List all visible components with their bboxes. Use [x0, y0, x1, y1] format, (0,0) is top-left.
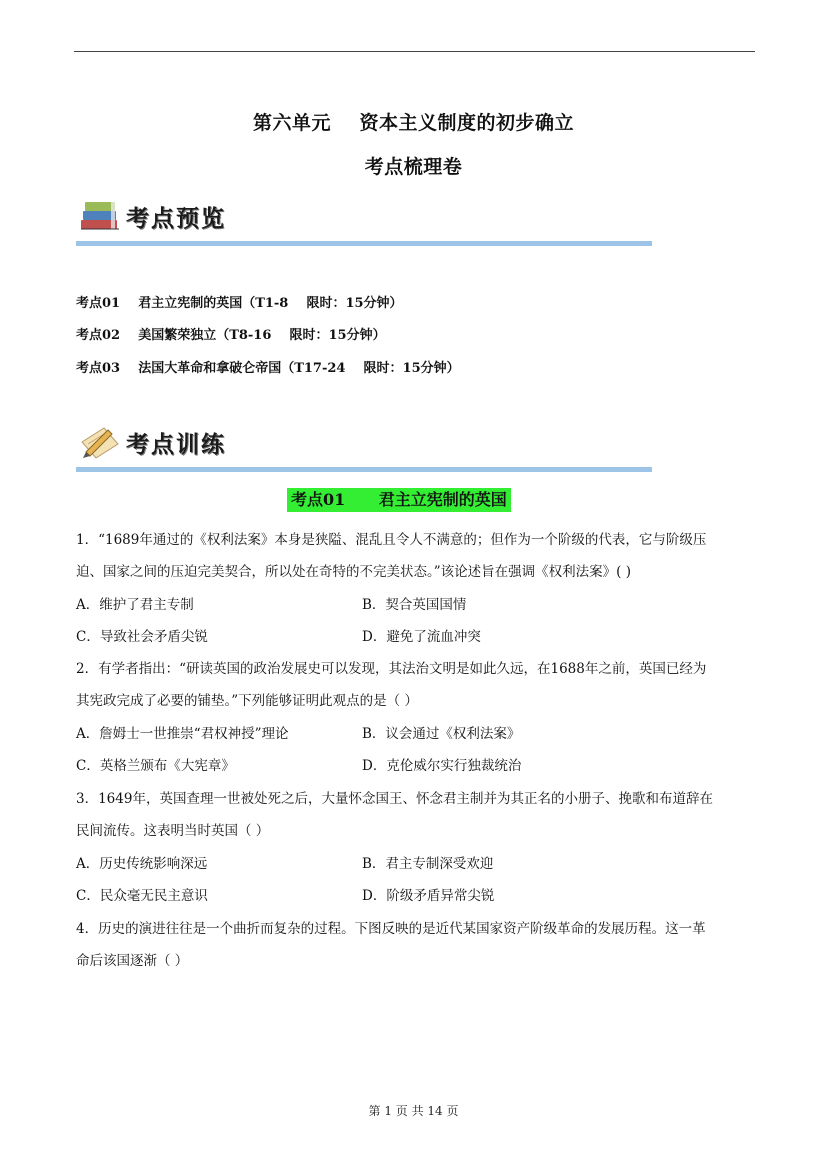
- question-2-option-b: B．议会通过《权利法案》: [362, 726, 521, 742]
- section-header-training: [76, 420, 652, 472]
- question-2-option-d: D．克伦威尔实行独裁统治: [362, 758, 522, 774]
- question-4-line-2: 命后该国逐渐（ ）: [76, 953, 189, 969]
- section-label-preview: 考点预览: [126, 206, 226, 232]
- question-3-line-2: 民间流传。这表明当时英国（ ）: [76, 823, 270, 839]
- question-2-line-2: 其宪政完成了必要的铺垫。”下列能够证明此观点的是（ ）: [76, 693, 418, 709]
- question-1-option-c: C．导致社会矛盾尖锐: [76, 629, 208, 645]
- section-label-training: 考点训练: [126, 432, 226, 458]
- question-3-option-c: C．民众毫无民主意识: [76, 888, 208, 904]
- document-title: 第六单元 资本主义制度的初步确立: [253, 112, 574, 134]
- question-1-option-b: B．契合英国国情: [362, 597, 467, 613]
- topic-title: 考点01 君主立宪制的英国: [287, 488, 511, 512]
- section-header-preview: [76, 194, 652, 246]
- question-3-line-1: 3．1649年，英国查理一世被处死之后，大量怀念国王、怀念君主制并为其正名的小册子、挽歌和布道辞在: [76, 791, 713, 807]
- question-1-option-a: A．维护了君主专制: [76, 597, 194, 613]
- point-item-2: 考点02 美国繁荣独立（T8-16 限时：15分钟）: [76, 328, 386, 343]
- question-1-option-d: D．避免了流血冲突: [362, 629, 481, 645]
- section-bar-preview: [76, 241, 652, 246]
- header-rule: [74, 51, 755, 52]
- question-3-option-b: B．君主专制深受欢迎: [362, 856, 494, 872]
- page-number: 第 1 页 共 14 页: [368, 1104, 459, 1118]
- question-3-option-d: D．阶级矛盾异常尖锐: [362, 888, 495, 904]
- question-2-line-1: 2．有学者指出：“研读英国的政治发展史可以发现，其法治文明是如此久远，在1688年之前，英国已经为: [76, 661, 707, 677]
- question-3-option-a: A．历史传统影响深远: [76, 856, 208, 872]
- question-2-option-c: C．英格兰颁布《大宪章》: [76, 758, 235, 774]
- question-1-line-1: 1．“1689年通过的《权利法案》本身是狭隘、混乱且令人不满意的；但作为一个阶级的代表，它与阶级压: [76, 532, 707, 548]
- document-subtitle: 考点梳理卷: [364, 156, 463, 178]
- section-bar-training: [76, 467, 652, 472]
- question-2-option-a: A．詹姆士一世推崇“君权神授”理论: [76, 726, 289, 742]
- point-item-3: 考点03 法国大革命和拿破仑帝国（T17-24 限时：15分钟）: [76, 361, 460, 376]
- question-1-line-2: 迫、国家之间的压迫完美契合，所以处在奇特的不完美状态。”该论述旨在强调《权利法案》( ): [76, 564, 631, 580]
- books-icon: [78, 196, 122, 234]
- point-item-1: 考点01 君主立宪制的英国（T1-8 限时：15分钟）: [76, 296, 403, 311]
- pencil-paper-icon: [78, 422, 122, 460]
- question-4-line-1: 4．历史的演进往往是一个曲折而复杂的过程。下图反映的是近代某国家资产阶级革命的发展历程。这一革: [76, 921, 706, 937]
